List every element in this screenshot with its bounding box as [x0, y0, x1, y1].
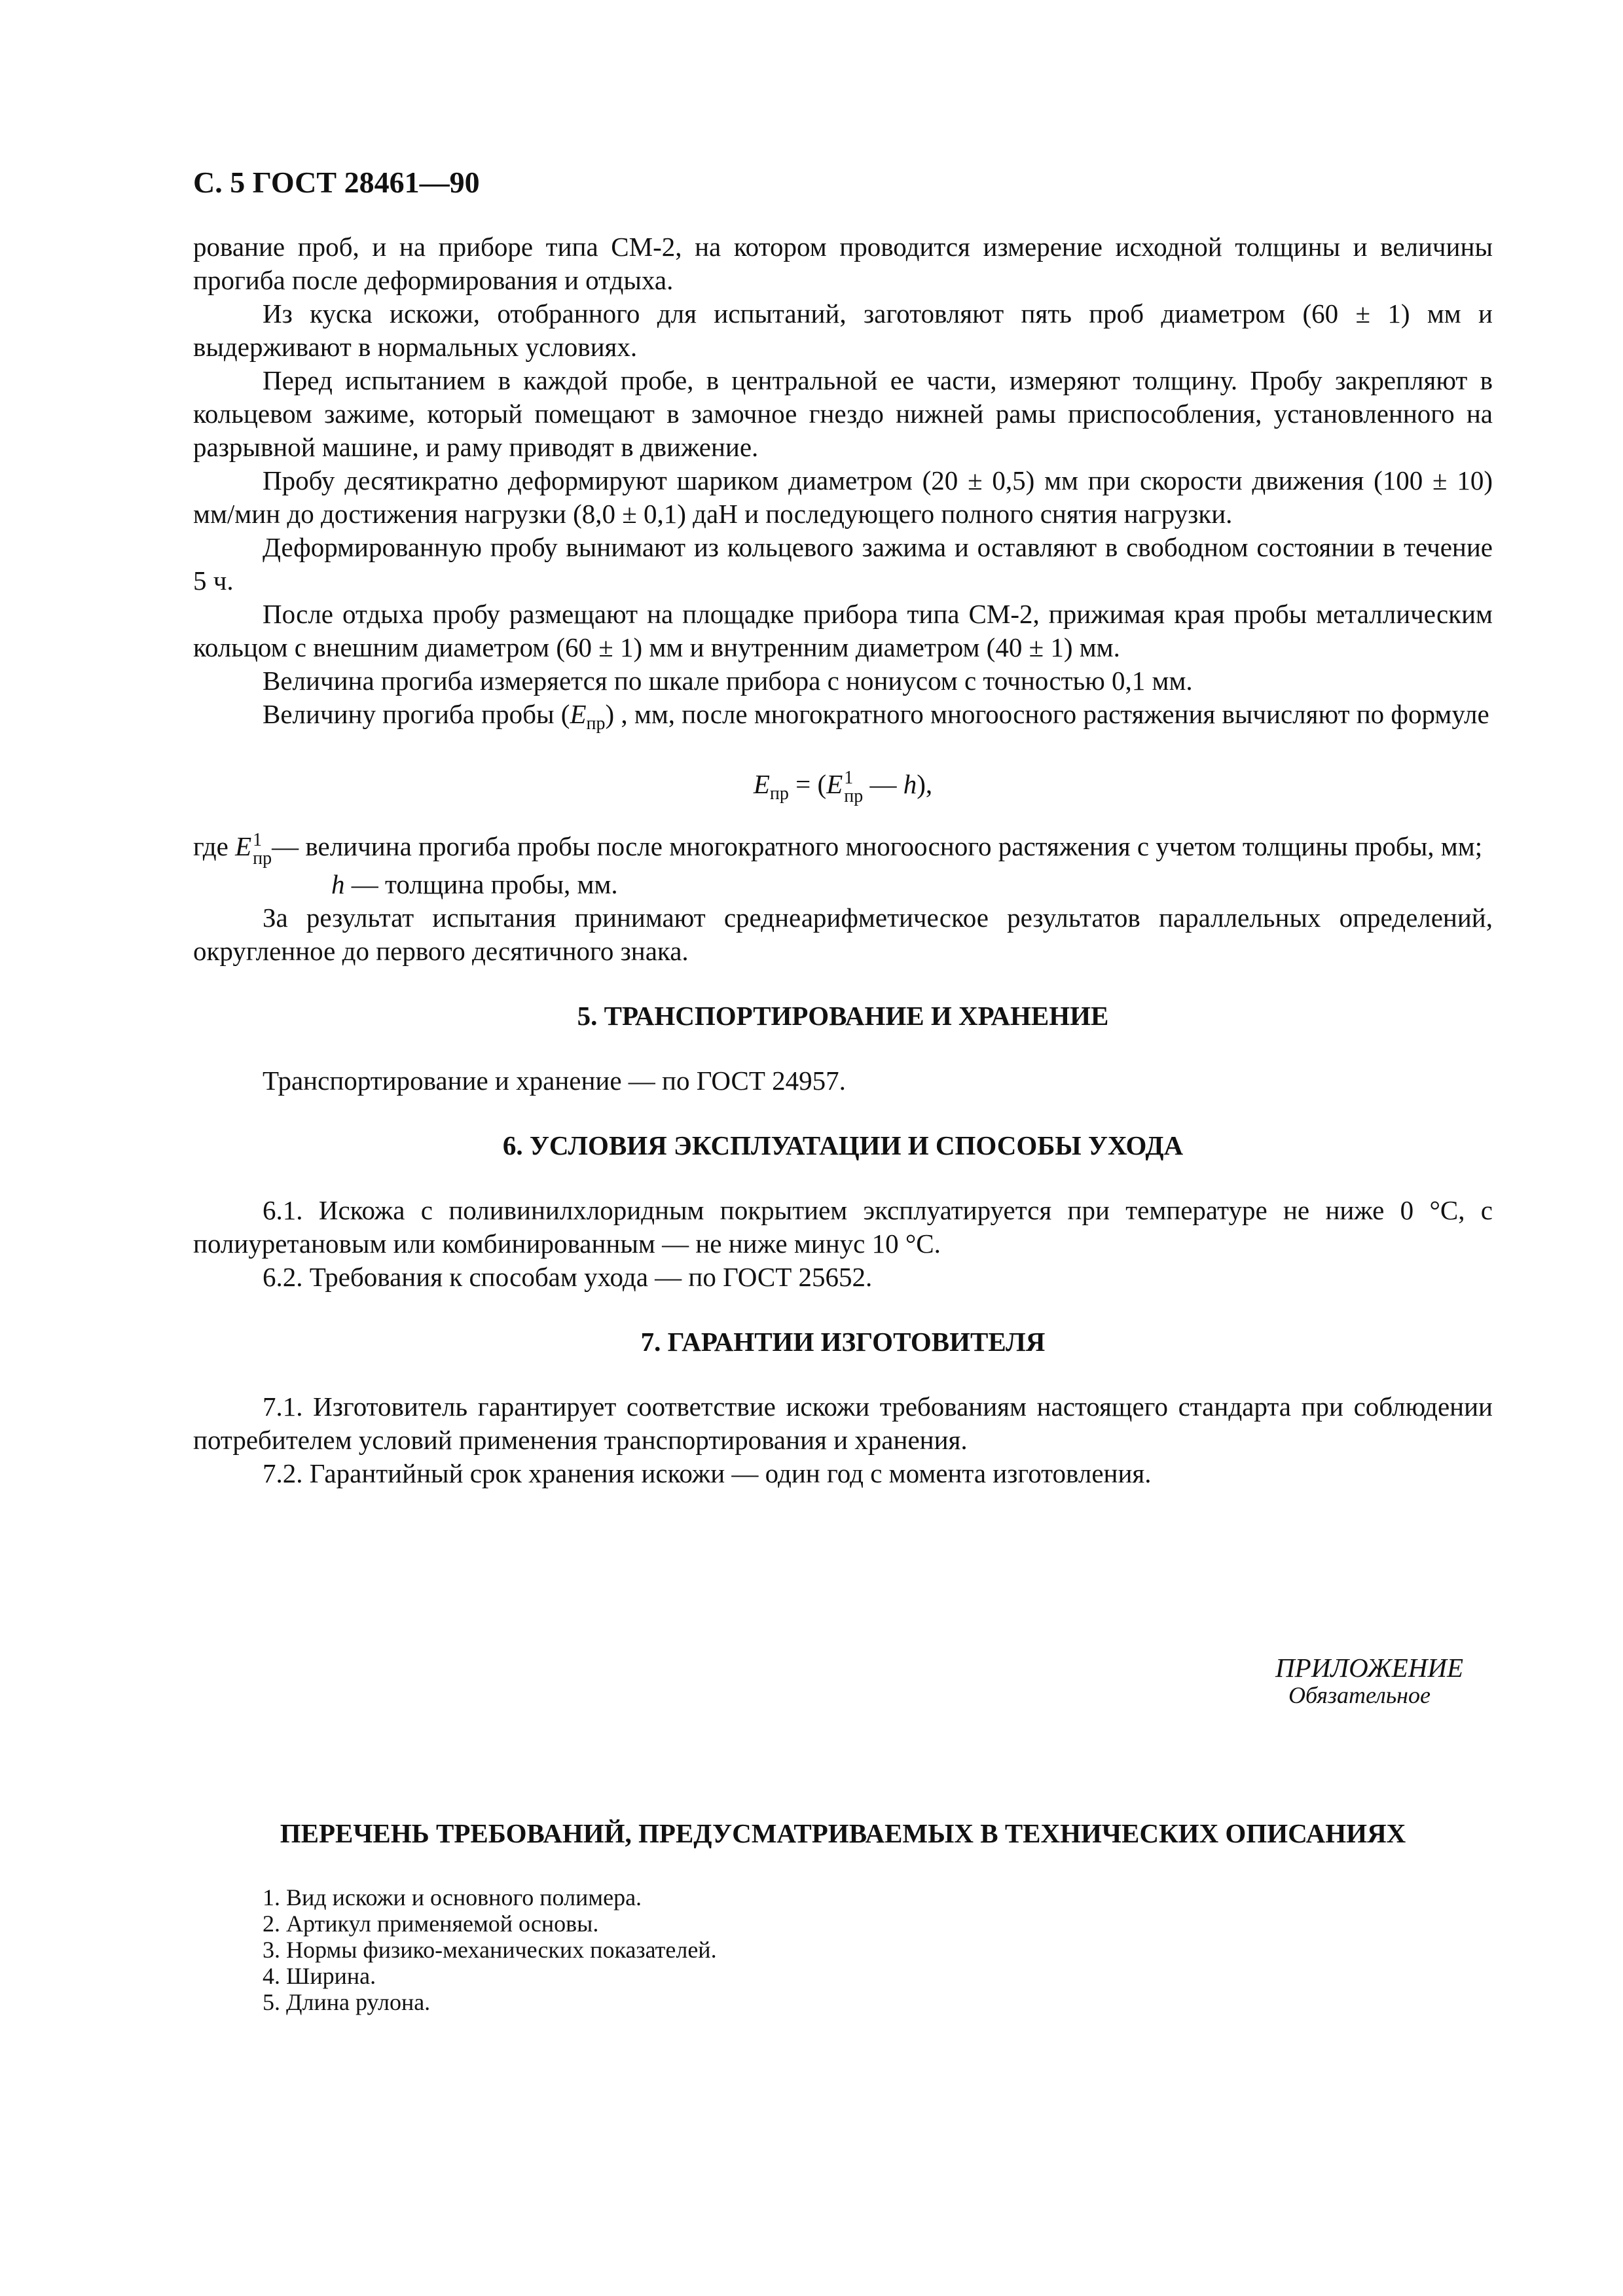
- paragraph: Пробу десятикратно деформируют шариком диаметром (20 ± 0,5) мм при скорости движения (100 ± 10) мм/мин до достижения нагрузки (8,0 ± 0,1) даН и последующего полного снятия нагрузки.: [193, 465, 1493, 529]
- where-index: [253, 831, 272, 868]
- section-5-text: Транспортирование и хранение — по ГОСТ 24957.: [263, 1065, 846, 1096]
- where-text: — величина прогиба пробы после многократного многоосного растяжения с учетом толщины пробы, мм;: [272, 831, 1483, 862]
- formula-lhs-sub: пр: [769, 783, 789, 804]
- document-body: [193, 230, 1493, 2015]
- formula-rhs-index: [844, 769, 863, 806]
- list-item: 3. Нормы физико-механических показателей.: [263, 1936, 717, 1963]
- paragraph-result: За результат испытания принимают среднеарифметическое результатов параллельных определений, округленное до первого десятичного знака.: [193, 902, 1493, 966]
- list-item: 2. Артикул применяемой основы.: [263, 1910, 599, 1937]
- section-6-title: 6. УСЛОВИЯ ЭКСПЛУАТАЦИИ И СПОСОБЫ УХОДА: [502, 1130, 1184, 1160]
- subscript: пр: [586, 713, 606, 734]
- where-h-line: [193, 868, 1493, 901]
- where-definition: [193, 830, 1493, 868]
- section-7-title: 7. ГАРАНТИИ ИЗГОТОВИТЕЛЯ: [640, 1326, 1046, 1357]
- appendix-sublabel: Обязательное: [1288, 1681, 1431, 1708]
- appendix-label-block: [193, 1654, 1493, 1709]
- section-6-p2: 6.2. Требования к способам ухода — по ГОСТ 25652.: [263, 1261, 873, 1292]
- where-sup: 1: [253, 829, 263, 850]
- section-7-p2: 7.2. Гарантийный срок хранения искожи — один год с момента изготовления.: [263, 1458, 1152, 1488]
- list-item: 4. Ширина.: [263, 1962, 376, 1989]
- page-header: С. 5 ГОСТ 28461—90: [193, 166, 480, 199]
- formula-lhs: E: [753, 769, 770, 800]
- where-lead: [193, 830, 272, 868]
- formula-rhs-sub: пр: [844, 785, 864, 806]
- text-fragment: ) , мм, после многократного многоосного растяжения вычисляют по формуле: [605, 699, 1489, 729]
- appendix-label: ПРИЛОЖЕНИЕ: [1275, 1652, 1463, 1683]
- where-word: где: [193, 831, 236, 862]
- formula-rhs-sup: 1: [844, 767, 854, 788]
- formula-eq: = (: [788, 769, 827, 800]
- formula-rhs: E: [826, 769, 843, 800]
- paragraph: Перед испытанием в каждой пробе, в центральной ее части, измеряют толщину. Пробу закрепляют в кольцевом зажиме, который помещают в замочное гнездо нижней рамы приспособления, установленного на разрывной машине, и раму приводят в движение.: [193, 365, 1493, 462]
- formula-close: ),: [917, 769, 933, 800]
- paragraph: Величина прогиба измеряется по шкале прибора с нониусом с точностью 0,1 мм.: [263, 666, 1193, 696]
- where-h-var: h: [331, 869, 345, 899]
- paragraph: рование проб, и на приборе типа СМ-2, на котором проводится измерение исходной толщины и величины прогиба после деформирования и отдыха.: [193, 232, 1493, 295]
- appendix-title: ПЕРЕЧЕНЬ ТРЕБОВАНИЙ, ПРЕДУСМАТРИВАЕМЫХ В ТЕХНИЧЕСКИХ ОПИСАНИЯХ: [280, 1818, 1406, 1848]
- where-var: E: [235, 831, 252, 862]
- paragraph-formula-intro: [193, 698, 1493, 740]
- list-item: 5. Длина рулона.: [263, 1988, 431, 2015]
- where-sub: пр: [253, 848, 272, 869]
- formula-h: h: [903, 769, 917, 800]
- where-h-text: — толщина пробы, мм.: [344, 869, 618, 899]
- requirements-list: [193, 1884, 1493, 2015]
- variable-e: E: [570, 699, 587, 729]
- section-5-title: 5. ТРАНСПОРТИРОВАНИЕ И ХРАНЕНИЕ: [577, 1000, 1109, 1031]
- section-7-p1: 7.1. Изготовитель гарантирует соответствие искожи требованиям настоящего стандарта при соблюдении потребителем условий применения транспортирования и хранения.: [193, 1391, 1493, 1455]
- text-fragment: Величину прогиба пробы (: [263, 699, 570, 729]
- formula: [193, 768, 1493, 810]
- paragraph: После отдыха пробу размещают на площадке прибора типа СМ-2, прижимая края пробы металлическим кольцом с внешним диаметром (60 ± 1) мм и внутренним диаметром (40 ± 1) мм.: [193, 599, 1493, 662]
- section-6-p1: 6.1. Искожа с поливинилхлоридным покрытием эксплуатируется при температуре не ниже 0 °С, с полиуретановым или комбинированным — не ниже минус 10 °С.: [193, 1194, 1493, 1259]
- paragraph: Из куска искожи, отобранного для испытаний, заготовляют пять проб диаметром (60 ± 1) мм и выдерживают в нормальных условиях.: [193, 298, 1493, 362]
- list-item: 1. Вид искожи и основного полимера.: [263, 1884, 642, 1910]
- paragraph: Деформированную пробу вынимают из кольцевого зажима и оставляют в свободном состоянии в течение 5 ч.: [193, 532, 1493, 596]
- formula-minus: —: [863, 769, 903, 800]
